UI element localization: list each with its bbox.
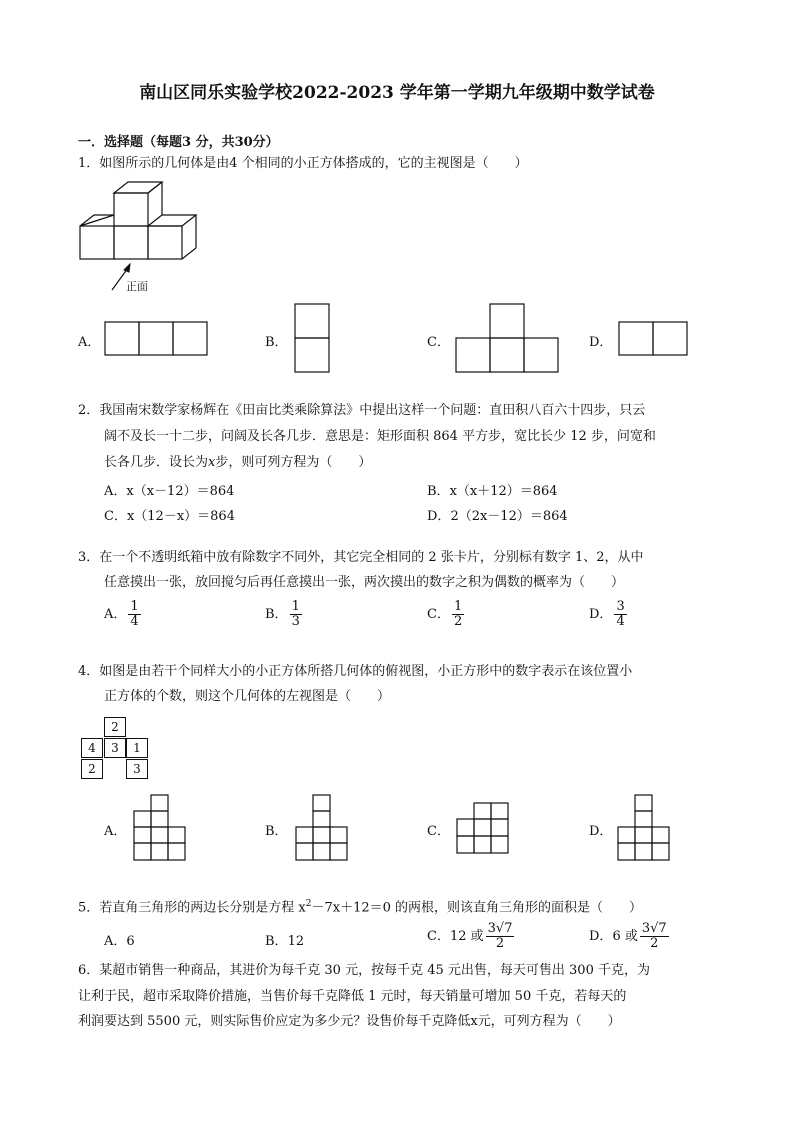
- option-label: A．: [104, 934, 127, 949]
- fraction: [486, 922, 515, 951]
- option-label: B．: [265, 607, 288, 622]
- grid-cell: 3: [126, 759, 148, 779]
- option-label: D．: [589, 607, 613, 622]
- numerator: 3√7: [487, 921, 513, 936]
- q1-option-c-label: C．: [427, 335, 450, 350]
- q4-option-d-label: D．: [589, 824, 613, 839]
- option-text: 12: [287, 934, 305, 949]
- numerator: 1: [291, 599, 300, 614]
- section-heading: 一．选择题（每题3 分，共30分）: [78, 135, 279, 150]
- q1-option-a-label: A．: [78, 335, 101, 350]
- question-text-line: 利润要达到 5500 元，则实际售价应定为多少元？设售价每千克降低x元，可列方程为（ ）: [78, 1014, 621, 1029]
- denominator: 2: [650, 936, 659, 951]
- question-5: [78, 891, 642, 921]
- question-text: －7x＋12＝0 的两根，则该直角三角形的面积是（ ）: [311, 900, 643, 916]
- question-text-line: 如图是由若干个同样大小的小正方体所搭几何体的俯视图，小正方形中的数字表示在该位置小: [99, 664, 633, 679]
- option-label: C．: [104, 509, 127, 524]
- page-title: 南山区同乐实验学校2022-2023 学年第一学期九年级期中数学试卷: [139, 83, 655, 103]
- numerator: 1: [130, 599, 139, 614]
- denominator: 3: [291, 614, 300, 629]
- question-text-line: 让利于民，超市采取降价措施，当售价每千克降低 1 元时，每天销量可增加 50 千克，若每天的: [78, 989, 627, 1004]
- option-text: 2（2x－12）＝864: [450, 509, 568, 524]
- q4-option-c-label: C．: [427, 824, 450, 839]
- grid-cell: 2: [81, 759, 103, 779]
- question-number: 2．: [78, 403, 100, 418]
- question-number: 4．: [78, 664, 100, 679]
- numerator: 3√7: [641, 921, 667, 936]
- option-label: D．: [589, 929, 613, 944]
- q5-option-a: [104, 930, 135, 949]
- grid-cell: 2: [104, 717, 126, 737]
- fraction: [640, 922, 669, 951]
- option-text: 12 或: [449, 929, 484, 944]
- numerator: 3: [616, 599, 625, 614]
- question-text: 如图所示的几何体是由4 个相同的小正方体搭成的，它的主视图是（ ）: [99, 156, 528, 171]
- front-label: 正面: [126, 280, 148, 293]
- option-text: x（x－12）＝864: [126, 484, 235, 499]
- option-label: A．: [104, 484, 127, 499]
- question-6: [78, 958, 650, 984]
- question-number: 1．: [78, 156, 100, 171]
- q5-option-d: [589, 922, 669, 951]
- question-number: 6．: [78, 963, 100, 978]
- question-text-line: 正方体的个数，则这个几何体的左视图是（ ）: [104, 689, 391, 704]
- option-text: 6: [126, 934, 135, 949]
- question-text-line: 在一个不透明纸箱中放有除数字不同外，其它完全相同的 2 张卡片，分别标有数字 1、2，从中: [99, 550, 644, 565]
- q4-option-a-label: A．: [104, 824, 127, 839]
- question-text: 若直角三角形的两边长分别是方程 x: [99, 900, 306, 916]
- q1-option-b-label: B．: [265, 335, 288, 350]
- grid-cell: 3: [104, 738, 126, 758]
- option-label: A．: [104, 607, 127, 622]
- denominator: 4: [616, 614, 625, 629]
- option-label: B．: [427, 484, 450, 499]
- text: 长各几步．设长为: [104, 455, 209, 470]
- denominator: 2: [453, 614, 463, 629]
- variable: x: [208, 455, 216, 470]
- option-label: C．: [427, 607, 450, 622]
- q5-option-b: [265, 930, 304, 949]
- exponent: 2: [305, 899, 312, 909]
- numerator: 1: [453, 599, 463, 614]
- option-text: 6 或: [612, 929, 638, 944]
- question-text-line: 我国南宋数学家杨辉在《田亩比类乘除算法》中提出这样一个问题：直田积八百六十四步，只云: [99, 403, 646, 418]
- option-label: B．: [265, 934, 288, 949]
- q4-option-b-label: B．: [265, 824, 288, 839]
- grid-cell: 4: [81, 738, 103, 758]
- option-label: D．: [427, 509, 451, 524]
- question-text-line: 某超市销售一种商品，其进价为每千克 30 元，按每千克 45 元出售，每天可售出 300 千克，为: [99, 963, 650, 978]
- option-label: C．: [427, 929, 450, 944]
- text: 步，则可列方程为（ ）: [215, 455, 372, 470]
- denominator: 4: [130, 614, 139, 629]
- grid-cell: 1: [126, 738, 148, 758]
- option-text: x（x＋12）＝864: [449, 484, 558, 499]
- question-text-line: 任意摸出一张，放回搅匀后再任意摸出一张，两次摸出的数字之积为偶数的概率为（ ）: [104, 575, 625, 590]
- q5-option-c: [427, 922, 514, 951]
- question-text-line: 阔不及长一十二步，问阔及长各几步．意思是：矩形面积 864 平方步，宽比长少 12 步，问宽和: [104, 429, 656, 444]
- q1-option-d-label: D．: [589, 335, 613, 350]
- question-number: 5．: [78, 900, 100, 916]
- option-text: x（12－x）＝864: [126, 509, 235, 524]
- question-number: 3．: [78, 550, 100, 565]
- denominator: 2: [495, 936, 505, 951]
